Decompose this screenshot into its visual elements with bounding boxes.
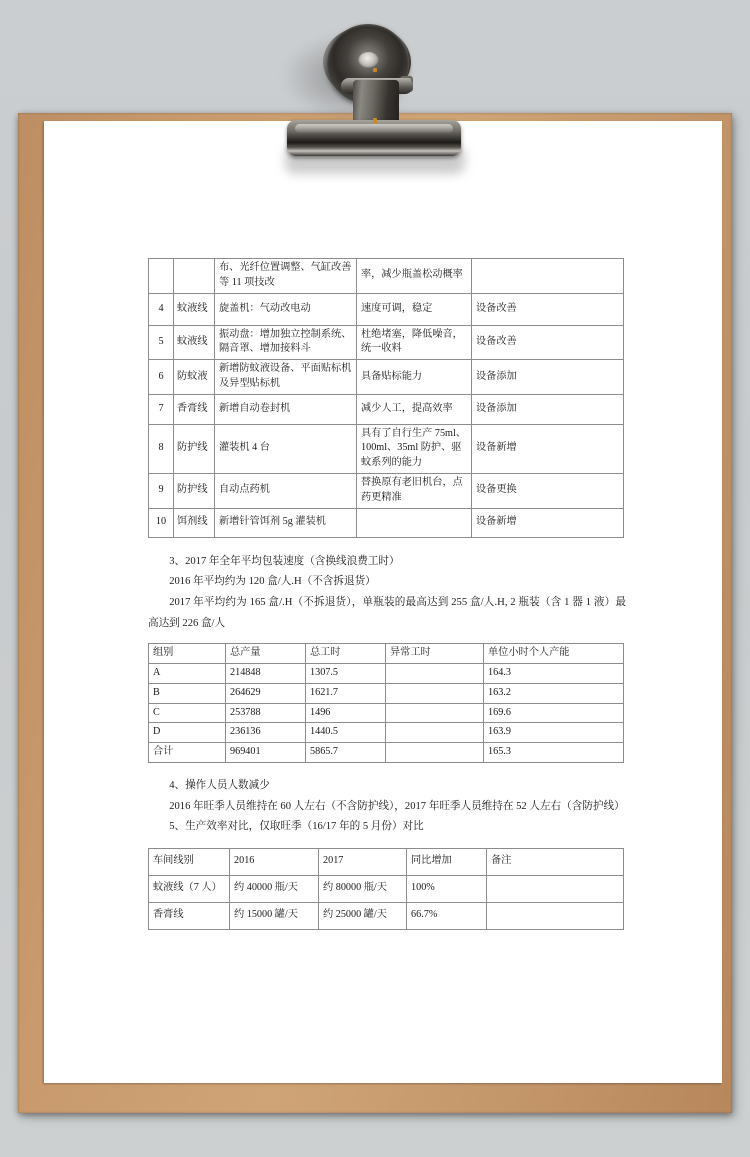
- cell-type: [472, 259, 624, 294]
- clip-bar-highlight: [295, 124, 453, 133]
- cell-line: 蚊液线: [174, 293, 215, 325]
- cell-item: 布、光纤位置调整、气缸改善等 11 项技改: [215, 259, 357, 294]
- cell-capacity: 164.3: [484, 664, 624, 684]
- table-row: [149, 394, 624, 424]
- cell-group: D: [149, 723, 226, 743]
- table-body: [149, 644, 624, 763]
- cell-effect: 具备贴标能力: [357, 360, 472, 395]
- cell-group: C: [149, 703, 226, 723]
- cell-capacity: 165.3: [484, 743, 624, 763]
- table-row: [149, 474, 624, 509]
- cell-effect: 替换原有老旧机台，点药更精准: [357, 474, 472, 509]
- cell-item: 新增自动卷封机: [215, 394, 357, 424]
- cell-growth: 66.7%: [407, 902, 487, 929]
- cell-note: [487, 902, 624, 929]
- table-row: [149, 508, 624, 537]
- cell-line: 香膏线: [149, 902, 230, 929]
- cell-index: 7: [149, 394, 174, 424]
- cell-type: 设备新增: [472, 424, 624, 473]
- cell-abnormal: [386, 703, 484, 723]
- table-row: [149, 703, 624, 723]
- cell-type: 设备添加: [472, 394, 624, 424]
- cell-index: 5: [149, 325, 174, 360]
- cell-2016: 约 15000 罐/天: [230, 902, 319, 929]
- cell-effect: 率，减少瓶盖松动概率: [357, 259, 472, 294]
- cell-effect: 具有了自行生产 75ml、100ml、35ml 防护、驱蚊系列的能力: [357, 424, 472, 473]
- cell-line: 防蚊液: [174, 360, 215, 395]
- document-page: [44, 121, 722, 1083]
- cell-hours: 1621.7: [306, 683, 386, 703]
- cell-abnormal: [386, 683, 484, 703]
- column-header-group: 组别: [149, 644, 226, 664]
- cell-line: 香膏线: [174, 394, 215, 424]
- cell-hours: 1440.5: [306, 723, 386, 743]
- cell-note: [487, 875, 624, 902]
- cell-hours: 1496: [306, 703, 386, 723]
- cell-group: B: [149, 683, 226, 703]
- cell-2017: 约 25000 罐/天: [319, 902, 407, 929]
- column-header-output: 总产量: [226, 644, 306, 664]
- paper-sheet: [44, 121, 722, 1083]
- cell-output: 214848: [226, 664, 306, 684]
- equipment-improvement-table: [148, 258, 624, 538]
- cell-index: 10: [149, 508, 174, 537]
- cell-effect: 减少人工，提高效率: [357, 394, 472, 424]
- cell-type: 设备改善: [472, 325, 624, 360]
- clip-disc-hole: [358, 52, 379, 69]
- cell-capacity: 163.2: [484, 683, 624, 703]
- cell-hours: 5865.7: [306, 743, 386, 763]
- cell-effect: [357, 508, 472, 537]
- cell-abnormal: [386, 664, 484, 684]
- cell-effect: 速度可调，稳定: [357, 293, 472, 325]
- column-header-capacity: 单位小时个人产能: [484, 644, 624, 664]
- section3-line1: 2016 年平均约为 120 盒/人.H（不含拆退货）: [169, 576, 376, 588]
- cell-item: 自动点药机: [215, 474, 357, 509]
- cell-line: 饵剂线: [174, 508, 215, 537]
- table-row: [149, 360, 624, 395]
- table-row: [149, 743, 624, 763]
- spacer: [148, 838, 626, 848]
- cell-item: 新增防蚊液设备、平面贴标机及异型贴标机: [215, 360, 357, 395]
- column-header-2016: 2016: [230, 848, 319, 875]
- section5-heading: 5、生产效率对比，仅取旺季（16/17 年的 5 月份）对比: [169, 821, 424, 833]
- column-header-abnormal: 异常工时: [386, 644, 484, 664]
- table-body: [149, 848, 624, 929]
- table-header-row: [149, 644, 624, 664]
- cell-item: 新增针管饵剂 5g 灌装机: [215, 508, 357, 537]
- cell-line: 防护线: [174, 424, 215, 473]
- cell-group: A: [149, 664, 226, 684]
- cell-item: 灌装机 4 台: [215, 424, 357, 473]
- cell-growth: 100%: [407, 875, 487, 902]
- clipboard-clip: [279, 24, 469, 174]
- cell-output: 969401: [226, 743, 306, 763]
- table-row: [149, 875, 624, 902]
- spacer: [148, 763, 626, 776]
- cell-2016: 约 40000 瓶/天: [230, 875, 319, 902]
- column-header-2017: 2017: [319, 848, 407, 875]
- table-row: [149, 325, 624, 360]
- clipboard: [18, 113, 732, 1113]
- cell-abnormal: [386, 743, 484, 763]
- spacer: [148, 538, 626, 552]
- clip-rivet-upper: [373, 68, 377, 72]
- table-row: [149, 664, 624, 684]
- cell-index: [149, 259, 174, 294]
- cell-index: 6: [149, 360, 174, 395]
- section4-heading: 4、操作人员人数减少: [169, 779, 270, 791]
- table-row: [149, 293, 624, 325]
- cell-item: 振动盘：增加独立控制系统、隔音罩、增加接料斗: [215, 325, 357, 360]
- cell-item: 旋盖机：气动改电动: [215, 293, 357, 325]
- cell-type: 设备新增: [472, 508, 624, 537]
- cell-line: 蚊液线（7 人）: [149, 875, 230, 902]
- cell-abnormal: [386, 723, 484, 743]
- cell-line: 蚊液线: [174, 325, 215, 360]
- cell-capacity: 169.6: [484, 703, 624, 723]
- column-header-hours: 总工时: [306, 644, 386, 664]
- column-header-note: 备注: [487, 848, 624, 875]
- efficiency-comparison-table: [148, 848, 624, 930]
- section3-heading: 3、2017 年全年平均包装速度（含换线浪费工时）: [169, 555, 400, 567]
- cell-type: 设备添加: [472, 360, 624, 395]
- table-row: [149, 424, 624, 473]
- cell-type: 设备改善: [472, 293, 624, 325]
- table-row: [149, 259, 624, 294]
- cell-2017: 约 80000 瓶/天: [319, 875, 407, 902]
- cell-index: 9: [149, 474, 174, 509]
- group-output-table: [148, 643, 624, 763]
- table-body: [149, 259, 624, 538]
- clip-rivet-lower: [373, 118, 377, 124]
- cell-effect: 杜绝堵塞，降低噪音，统一收料: [357, 325, 472, 360]
- spacer: [148, 634, 626, 643]
- section4-line1: 2016 年旺季人员维持在 60 人左右（不含防护线），2017 年旺季人员维持在 52 人左右（含防护线）: [169, 800, 625, 812]
- cell-output: 253788: [226, 703, 306, 723]
- column-header-line: 车间线别: [149, 848, 230, 875]
- cell-output: 264629: [226, 683, 306, 703]
- cell-output: 236136: [226, 723, 306, 743]
- column-header-growth: 同比增加: [407, 848, 487, 875]
- cell-hours: 1307.5: [306, 664, 386, 684]
- cell-index: 8: [149, 424, 174, 473]
- cell-line: [174, 259, 215, 294]
- table-row: [149, 723, 624, 743]
- table-row: [149, 902, 624, 929]
- cell-group: 合计: [149, 743, 226, 763]
- section3-line2: 2017 年平均约为 165 盒/.H（不拆退货），单瓶装的最高达到 255 盒/人.H, 2 瓶装（含 1 器 1 液）最高达到 226 盒/人: [148, 596, 626, 629]
- table-row: [149, 683, 624, 703]
- document-content: [148, 258, 626, 930]
- cell-index: 4: [149, 293, 174, 325]
- table-header-row: [149, 848, 624, 875]
- cell-line: 防护线: [174, 474, 215, 509]
- cell-capacity: 163.9: [484, 723, 624, 743]
- cell-type: 设备更换: [472, 474, 624, 509]
